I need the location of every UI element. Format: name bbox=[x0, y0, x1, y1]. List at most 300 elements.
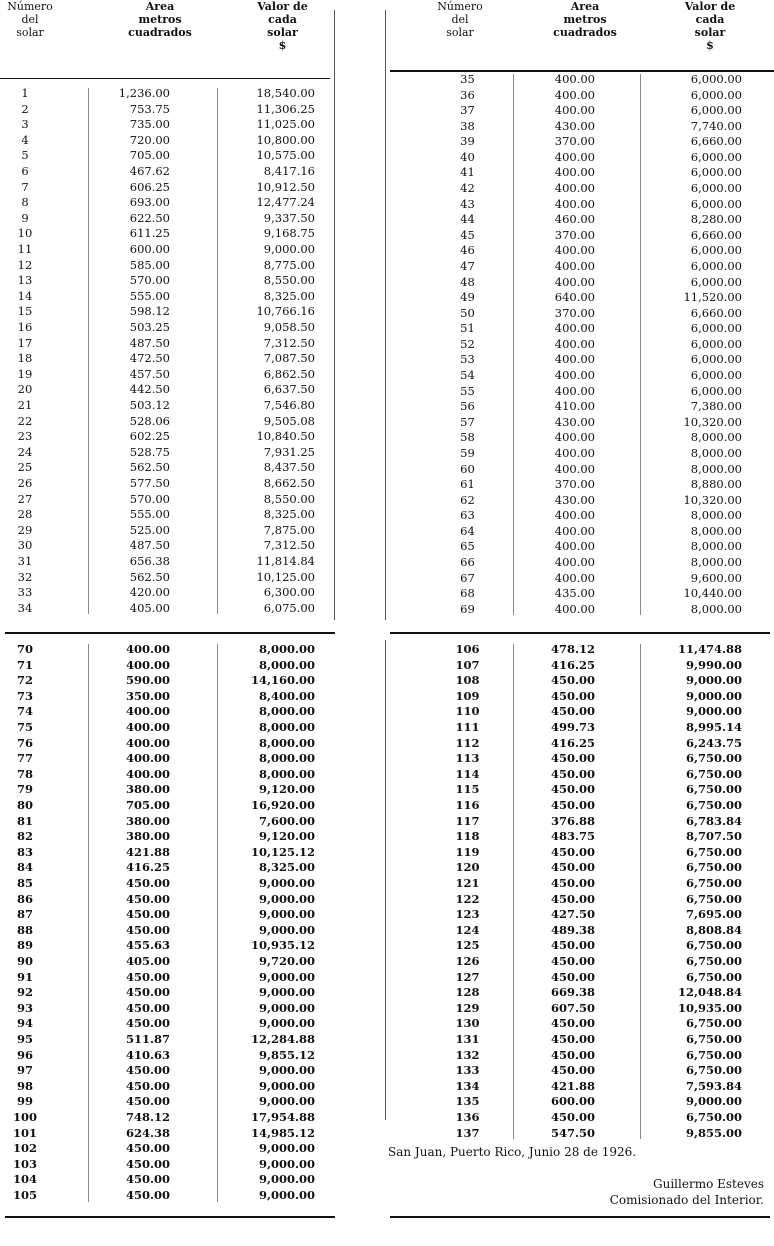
area-value: 421.88 bbox=[550, 1078, 595, 1093]
price-value: 8,880.00 bbox=[690, 477, 742, 492]
table-row bbox=[0, 1172, 335, 1188]
area-value: 450.00 bbox=[550, 938, 595, 953]
area-value: 472.50 bbox=[129, 351, 170, 366]
table-row bbox=[0, 845, 335, 861]
price-value: 8,000.00 bbox=[258, 642, 315, 656]
area-value: 400.00 bbox=[554, 601, 595, 616]
place-date: San Juan, Puerto Rico, Junio 28 de 1926. bbox=[388, 1145, 637, 1159]
area-value: 735.00 bbox=[129, 117, 170, 132]
table-row bbox=[390, 642, 774, 658]
price-value: 6,750.00 bbox=[685, 751, 742, 766]
table-row bbox=[390, 845, 774, 861]
price-value: 9,990.00 bbox=[685, 657, 742, 672]
area-value: 400.00 bbox=[125, 735, 170, 750]
area-value: 607.50 bbox=[550, 1000, 595, 1015]
table-row bbox=[390, 923, 774, 939]
area-value: 416.25 bbox=[125, 860, 170, 875]
area-value: 450.00 bbox=[550, 798, 595, 812]
solar-number: 74 bbox=[16, 704, 33, 719]
table-row bbox=[0, 938, 335, 954]
solar-number: 29 bbox=[17, 522, 33, 537]
solar-number: 40 bbox=[460, 149, 475, 164]
solar-number: 117 bbox=[455, 813, 480, 828]
area-value: 450.00 bbox=[125, 1094, 170, 1109]
price-value: 8,000.00 bbox=[258, 720, 315, 734]
price-value: 8,707.50 bbox=[685, 829, 742, 844]
table-row bbox=[0, 970, 335, 986]
solar-number: 18 bbox=[17, 351, 33, 366]
area-value: 380.00 bbox=[125, 829, 170, 844]
price-value: 11,520.00 bbox=[683, 290, 742, 305]
solar-number: 91 bbox=[16, 969, 33, 984]
solar-number: 135 bbox=[455, 1094, 480, 1109]
solar-number: 108 bbox=[455, 673, 480, 688]
solar-number: 4 bbox=[21, 132, 29, 147]
area-value: 450.00 bbox=[550, 766, 595, 781]
area-value: 528.75 bbox=[129, 444, 170, 459]
price-value: 10,125.00 bbox=[256, 569, 315, 584]
price-value: 8,662.50 bbox=[263, 476, 315, 490]
solar-number: 31 bbox=[17, 554, 33, 568]
price-value: 6,750.00 bbox=[685, 782, 742, 797]
header-numero: Número del solar bbox=[7, 0, 53, 39]
area-value: 450.00 bbox=[550, 688, 595, 703]
area-value: 400.00 bbox=[554, 508, 595, 523]
price-value: 12,477.24 bbox=[256, 195, 315, 210]
solar-number: 23 bbox=[17, 429, 33, 444]
price-value: 8,995.14 bbox=[685, 720, 742, 734]
area-value: 450.00 bbox=[550, 860, 595, 875]
area-value: 450.00 bbox=[125, 907, 170, 922]
area-value: 400.00 bbox=[125, 766, 170, 781]
solar-number: 103 bbox=[12, 1156, 37, 1171]
area-value: 450.00 bbox=[550, 1063, 595, 1078]
solar-number: 106 bbox=[455, 642, 480, 656]
solar-number: 36 bbox=[460, 87, 475, 102]
table-row bbox=[390, 907, 774, 923]
table-row bbox=[390, 1032, 774, 1048]
solar-number: 136 bbox=[455, 1110, 480, 1124]
table-row bbox=[0, 642, 335, 658]
price-value: 9,600.00 bbox=[690, 570, 742, 585]
area-value: 400.00 bbox=[554, 368, 595, 383]
table-row bbox=[0, 751, 335, 767]
price-value: 10,575.00 bbox=[256, 148, 315, 163]
price-value: 6,243.75 bbox=[685, 735, 742, 750]
solar-number: 5 bbox=[21, 148, 29, 163]
area-value: 598.12 bbox=[129, 304, 170, 319]
table-row bbox=[390, 1094, 774, 1110]
price-value: 6,660.00 bbox=[690, 305, 742, 320]
area-value: 570.00 bbox=[129, 273, 170, 288]
table-row bbox=[0, 860, 335, 876]
solar-number: 63 bbox=[460, 508, 475, 523]
price-value: 9,000.00 bbox=[258, 922, 315, 937]
header-area: Area metros cuadrados bbox=[128, 0, 192, 39]
area-value: 547.50 bbox=[550, 1125, 595, 1140]
area-value: 499.73 bbox=[550, 720, 595, 734]
table-row bbox=[390, 798, 774, 814]
table-row bbox=[0, 767, 335, 783]
area-value: 400.00 bbox=[554, 383, 595, 398]
area-value: 400.00 bbox=[554, 181, 595, 196]
price-value: 9,000.00 bbox=[258, 1156, 315, 1171]
area-value: 450.00 bbox=[125, 1188, 170, 1202]
price-value: 7,312.50 bbox=[263, 335, 315, 350]
solar-number: 92 bbox=[16, 985, 33, 1000]
solar-number: 110 bbox=[455, 704, 480, 719]
area-value: 705.00 bbox=[125, 798, 170, 812]
solar-number: 37 bbox=[460, 103, 475, 118]
header-valor: Valor de cada solar $ bbox=[684, 0, 736, 52]
area-value: 410.00 bbox=[554, 399, 595, 414]
area-value: 400.00 bbox=[554, 87, 595, 102]
solar-number: 121 bbox=[455, 876, 480, 890]
solar-number: 111 bbox=[455, 720, 480, 734]
price-value: 6,000.00 bbox=[690, 243, 742, 258]
price-value: 8,400.00 bbox=[258, 688, 315, 703]
area-value: 1,236.00 bbox=[118, 86, 170, 100]
table-row bbox=[0, 798, 335, 814]
solar-number: 105 bbox=[12, 1188, 37, 1202]
price-value: 9,000.00 bbox=[258, 876, 315, 890]
area-value: 656.38 bbox=[129, 554, 170, 568]
area-value: 416.25 bbox=[550, 735, 595, 750]
table-row bbox=[390, 1110, 774, 1126]
price-value: 9,337.50 bbox=[263, 210, 315, 225]
area-value: 457.50 bbox=[129, 366, 170, 381]
table-row bbox=[390, 985, 774, 1001]
solar-number: 102 bbox=[12, 1141, 37, 1156]
price-value: 11,306.25 bbox=[256, 101, 315, 116]
area-value: 380.00 bbox=[125, 782, 170, 797]
area-value: 450.00 bbox=[550, 1047, 595, 1062]
solar-number: 54 bbox=[460, 368, 475, 383]
area-value: 400.00 bbox=[554, 461, 595, 476]
price-value: 8,000.00 bbox=[258, 657, 315, 672]
area-value: 450.00 bbox=[125, 1078, 170, 1093]
solar-number: 39 bbox=[460, 134, 475, 149]
center-divider bbox=[385, 10, 386, 620]
table-row bbox=[390, 892, 774, 908]
solar-number: 19 bbox=[17, 366, 33, 381]
area-value: 602.25 bbox=[129, 429, 170, 444]
solar-number: 15 bbox=[17, 304, 33, 319]
solar-number: 52 bbox=[460, 336, 475, 351]
price-value: 8,000.00 bbox=[690, 461, 742, 476]
price-value: 6,750.00 bbox=[685, 954, 742, 968]
area-value: 460.00 bbox=[554, 212, 595, 227]
solar-number: 75 bbox=[16, 720, 33, 734]
center-divider bbox=[385, 640, 386, 1120]
column-separator bbox=[513, 644, 514, 1139]
solar-number: 22 bbox=[17, 413, 33, 428]
area-value: 430.00 bbox=[554, 492, 595, 507]
solar-number: 59 bbox=[460, 445, 475, 460]
area-value: 450.00 bbox=[550, 844, 595, 859]
area-value: 450.00 bbox=[125, 1141, 170, 1156]
price-value: 9,000.00 bbox=[258, 1141, 315, 1156]
price-value: 9,000.00 bbox=[258, 1188, 315, 1202]
price-value: 6,000.00 bbox=[690, 274, 742, 289]
area-value: 487.50 bbox=[129, 538, 170, 553]
solar-number: 42 bbox=[460, 181, 475, 196]
table-row bbox=[390, 1001, 774, 1017]
area-value: 450.00 bbox=[550, 891, 595, 906]
solar-number: 85 bbox=[16, 876, 33, 890]
table-row bbox=[390, 1048, 774, 1064]
solar-number: 89 bbox=[16, 938, 33, 953]
price-value: 6,660.00 bbox=[690, 227, 742, 242]
solar-number: 122 bbox=[455, 891, 480, 906]
price-value: 10,320.00 bbox=[683, 492, 742, 507]
solar-number: 84 bbox=[16, 860, 33, 875]
solar-number: 16 bbox=[17, 320, 33, 334]
area-value: 400.00 bbox=[554, 165, 595, 180]
solar-number: 12 bbox=[17, 257, 33, 272]
price-value: 8,775.00 bbox=[263, 257, 315, 272]
solar-number: 119 bbox=[455, 844, 480, 859]
area-value: 455.63 bbox=[125, 938, 170, 953]
price-value: 14,160.00 bbox=[250, 673, 315, 688]
price-value: 8,000.00 bbox=[690, 601, 742, 616]
area-value: 570.00 bbox=[129, 491, 170, 506]
area-value: 511.87 bbox=[125, 1032, 170, 1046]
solar-number: 88 bbox=[16, 922, 33, 937]
area-value: 590.00 bbox=[125, 673, 170, 688]
solar-number: 33 bbox=[17, 585, 33, 600]
table-row bbox=[0, 1001, 335, 1017]
area-value: 450.00 bbox=[550, 1032, 595, 1046]
solar-number: 57 bbox=[460, 414, 475, 429]
solar-number: 126 bbox=[455, 954, 480, 968]
price-value: 10,125.12 bbox=[250, 844, 315, 859]
area-value: 450.00 bbox=[125, 969, 170, 984]
price-value: 18,540.00 bbox=[256, 86, 315, 100]
area-value: 410.63 bbox=[125, 1047, 170, 1062]
solar-number: 34 bbox=[17, 600, 33, 615]
table-row bbox=[0, 907, 335, 923]
solar-number: 6 bbox=[21, 164, 29, 178]
table-row bbox=[0, 892, 335, 908]
solar-number: 21 bbox=[17, 398, 33, 412]
table-row bbox=[390, 954, 774, 970]
solar-number: 72 bbox=[16, 673, 33, 688]
solar-number: 107 bbox=[455, 657, 480, 672]
price-value: 7,312.50 bbox=[263, 538, 315, 553]
price-value: 7,593.84 bbox=[685, 1078, 742, 1093]
price-value: 6,000.00 bbox=[690, 258, 742, 273]
area-value: 489.38 bbox=[550, 922, 595, 937]
solar-number: 137 bbox=[455, 1125, 480, 1140]
price-value: 6,000.00 bbox=[690, 103, 742, 118]
solar-number: 123 bbox=[455, 907, 480, 922]
price-value: 16,920.00 bbox=[250, 798, 315, 812]
solar-number: 90 bbox=[16, 954, 33, 968]
area-value: 376.88 bbox=[550, 813, 595, 828]
table-row bbox=[0, 1141, 335, 1157]
price-value: 6,660.00 bbox=[690, 134, 742, 149]
area-value: 400.00 bbox=[554, 274, 595, 289]
table-row bbox=[390, 1063, 774, 1079]
table-row bbox=[390, 782, 774, 798]
price-value: 9,000.00 bbox=[258, 969, 315, 984]
solar-number: 47 bbox=[460, 258, 475, 273]
solar-number: 93 bbox=[16, 1000, 33, 1015]
area-value: 478.12 bbox=[550, 642, 595, 656]
solar-number: 80 bbox=[16, 798, 33, 812]
price-value: 8,000.00 bbox=[690, 508, 742, 523]
area-value: 450.00 bbox=[125, 891, 170, 906]
area-value: 450.00 bbox=[125, 1156, 170, 1171]
area-value: 400.00 bbox=[554, 103, 595, 118]
area-value: 450.00 bbox=[550, 673, 595, 688]
solar-number: 134 bbox=[455, 1078, 480, 1093]
area-value: 450.00 bbox=[125, 985, 170, 1000]
solar-number: 70 bbox=[16, 642, 33, 656]
area-value: 405.00 bbox=[125, 954, 170, 968]
price-value: 7,695.00 bbox=[685, 907, 742, 922]
area-value: 450.00 bbox=[550, 876, 595, 890]
solar-number: 3 bbox=[21, 117, 29, 132]
solar-number: 26 bbox=[17, 476, 33, 490]
area-value: 400.00 bbox=[554, 258, 595, 273]
price-value: 8,000.00 bbox=[690, 523, 742, 538]
solar-number: 35 bbox=[460, 72, 475, 86]
price-value: 8,000.00 bbox=[258, 735, 315, 750]
table-row bbox=[0, 1126, 335, 1142]
area-value: 606.25 bbox=[129, 179, 170, 194]
price-value: 8,000.00 bbox=[258, 704, 315, 719]
area-value: 430.00 bbox=[554, 414, 595, 429]
area-value: 705.00 bbox=[129, 148, 170, 163]
solar-number: 10 bbox=[17, 226, 33, 241]
solar-number: 130 bbox=[455, 1016, 480, 1031]
solar-number: 62 bbox=[460, 492, 475, 507]
table-row bbox=[390, 829, 774, 845]
solar-number: 95 bbox=[16, 1032, 33, 1046]
solar-number: 65 bbox=[460, 539, 475, 554]
price-value: 6,750.00 bbox=[685, 1110, 742, 1124]
solar-number: 9 bbox=[21, 210, 29, 225]
table-row bbox=[0, 1188, 335, 1204]
price-value: 9,000.00 bbox=[258, 1063, 315, 1078]
table-row bbox=[390, 1126, 774, 1142]
area-value: 450.00 bbox=[125, 1000, 170, 1015]
price-value: 6,750.00 bbox=[685, 938, 742, 953]
price-value: 6,000.00 bbox=[690, 72, 742, 86]
area-value: 450.00 bbox=[550, 704, 595, 719]
solar-number: 27 bbox=[17, 491, 33, 506]
solar-number: 38 bbox=[460, 118, 475, 133]
price-value: 6,000.00 bbox=[690, 352, 742, 367]
solar-number: 97 bbox=[16, 1063, 33, 1078]
area-value: 400.00 bbox=[554, 352, 595, 367]
solar-number: 41 bbox=[460, 165, 475, 180]
table-row bbox=[390, 720, 774, 736]
price-value: 8,000.00 bbox=[258, 751, 315, 766]
price-value: 9,000.00 bbox=[258, 1172, 315, 1187]
solar-number: 25 bbox=[17, 460, 33, 475]
area-value: 450.00 bbox=[550, 969, 595, 984]
area-value: 640.00 bbox=[554, 290, 595, 305]
table-panel-bottom-left bbox=[0, 0, 335, 1246]
area-value: 450.00 bbox=[125, 876, 170, 890]
solar-number: 48 bbox=[460, 274, 475, 289]
price-value: 9,168.75 bbox=[263, 226, 315, 241]
solar-number: 133 bbox=[455, 1063, 480, 1078]
price-value: 6,000.00 bbox=[690, 165, 742, 180]
solar-number: 79 bbox=[16, 782, 33, 797]
solar-number: 131 bbox=[455, 1032, 480, 1046]
solar-number: 8 bbox=[21, 195, 29, 210]
area-value: 400.00 bbox=[125, 720, 170, 734]
table-row bbox=[0, 985, 335, 1001]
price-value: 6,750.00 bbox=[685, 969, 742, 984]
signer-name: Guillermo Esteves bbox=[653, 1177, 764, 1191]
area-value: 370.00 bbox=[554, 305, 595, 320]
price-value: 6,750.00 bbox=[685, 798, 742, 812]
table-row bbox=[390, 673, 774, 689]
price-value: 6,000.00 bbox=[690, 196, 742, 211]
area-value: 400.00 bbox=[125, 704, 170, 719]
solar-number: 32 bbox=[17, 569, 33, 584]
solar-number: 76 bbox=[16, 735, 33, 750]
table-row bbox=[390, 736, 774, 752]
solar-number: 51 bbox=[460, 321, 475, 336]
solar-number: 11 bbox=[17, 242, 33, 256]
price-value: 6,750.00 bbox=[685, 860, 742, 875]
area-value: 416.25 bbox=[550, 657, 595, 672]
price-value: 6,750.00 bbox=[685, 1032, 742, 1046]
area-value: 400.00 bbox=[125, 751, 170, 766]
price-value: 10,912.50 bbox=[256, 179, 315, 194]
price-value: 9,058.50 bbox=[263, 320, 315, 334]
price-value: 9,855.12 bbox=[258, 1047, 315, 1062]
table-row bbox=[0, 876, 335, 892]
table-row bbox=[390, 704, 774, 720]
table-panel-bottom-right bbox=[390, 0, 774, 1246]
column-separator bbox=[640, 644, 641, 1139]
price-value: 7,087.50 bbox=[263, 351, 315, 366]
price-value: 9,000.00 bbox=[258, 1016, 315, 1031]
table-row bbox=[390, 689, 774, 705]
price-value: 6,000.00 bbox=[690, 87, 742, 102]
solar-number: 28 bbox=[17, 507, 33, 522]
table-row bbox=[0, 736, 335, 752]
solar-number: 2 bbox=[21, 101, 29, 116]
solar-number: 94 bbox=[16, 1016, 33, 1031]
table-row bbox=[0, 782, 335, 798]
area-value: 400.00 bbox=[554, 336, 595, 351]
price-value: 11,025.00 bbox=[256, 117, 315, 132]
price-value: 9,000.00 bbox=[685, 673, 742, 688]
area-value: 400.00 bbox=[554, 570, 595, 585]
area-value: 380.00 bbox=[125, 813, 170, 828]
price-value: 9,000.00 bbox=[258, 907, 315, 922]
area-value: 611.25 bbox=[129, 226, 170, 241]
solar-number: 17 bbox=[17, 335, 33, 350]
solar-number: 112 bbox=[455, 735, 480, 750]
table-row bbox=[390, 860, 774, 876]
price-value: 9,120.00 bbox=[258, 829, 315, 844]
solar-number: 86 bbox=[16, 891, 33, 906]
price-value: 8,280.00 bbox=[690, 212, 742, 227]
header-valor: Valor de cada solar $ bbox=[257, 0, 308, 52]
area-value: 400.00 bbox=[554, 539, 595, 554]
price-value: 6,783.84 bbox=[685, 813, 742, 828]
solar-number: 50 bbox=[460, 305, 475, 320]
